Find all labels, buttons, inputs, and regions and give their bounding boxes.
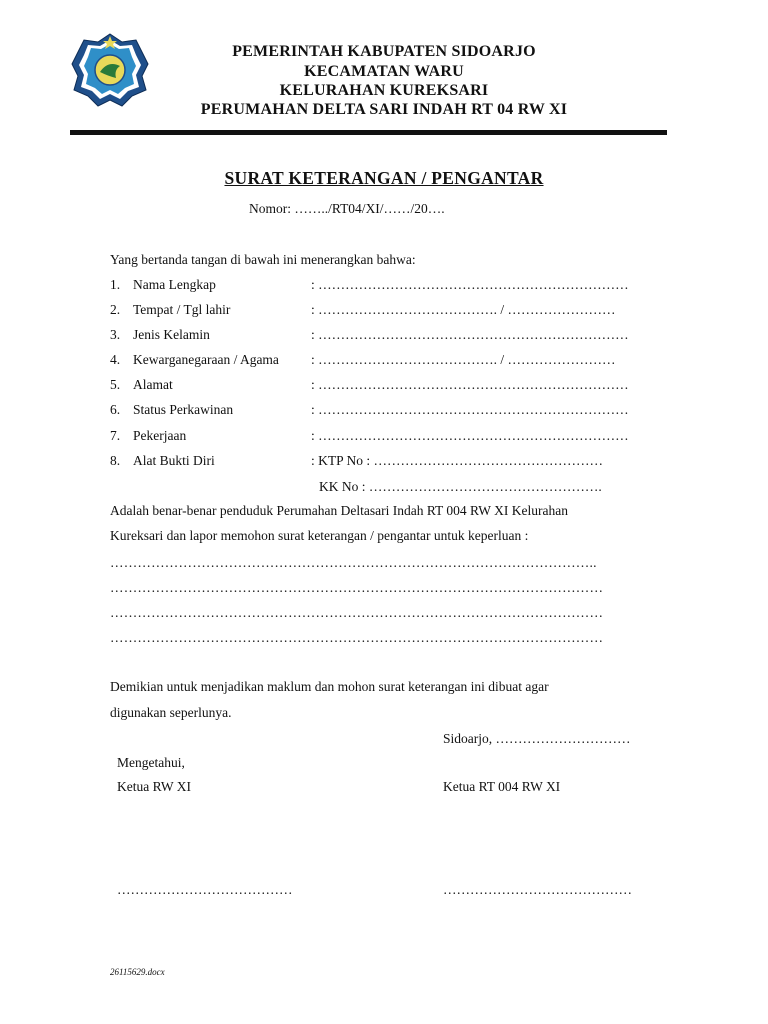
header-divider <box>70 130 667 135</box>
field-value-kk: KK No : ……………………………………………. <box>319 479 602 494</box>
field-number: 8. <box>110 453 121 468</box>
intro-text: Yang bertanda tangan di bawah ini menerangkan bahwa: <box>110 252 416 267</box>
closing-line-1: Demikian untuk menjadikan maklum dan mohon surat keterangan ini dibuat agar <box>110 679 549 694</box>
field-value-jenis-kelamin: : …………………………………………………………… <box>311 327 629 342</box>
field-label-kewarganegaraan: Kewarganegaraan / Agama <box>133 352 279 367</box>
field-value-nama: : …………………………………………………………… <box>311 277 629 292</box>
file-name-footer: 26115629.docx <box>110 967 165 977</box>
purpose-blank-line: ……………………………………………………………………………………………… <box>110 605 604 620</box>
field-label-status: Status Perkawinan <box>133 402 234 417</box>
signature-line-rt: …………………………………… <box>443 882 632 897</box>
signatory-rw: Ketua RW XI <box>117 779 191 794</box>
purpose-blank-line: …………………………………………………………………………………………….. <box>110 555 597 570</box>
field-number: 6. <box>110 402 121 417</box>
field-value-alamat: : …………………………………………………………… <box>311 377 629 392</box>
header-district: KECAMATAN WARU <box>304 63 464 80</box>
purpose-blank-line: ……………………………………………………………………………………………… <box>110 630 604 645</box>
field-value-tempat-tgl: : …………………………………. / …………………… <box>311 302 616 317</box>
field-number: 5. <box>110 377 121 392</box>
field-number: 4. <box>110 352 121 367</box>
statement-line-1: Adalah benar-benar penduduk Perumahan Deltasari Indah RT 004 RW XI Kelurahan <box>110 503 569 518</box>
signature-line-rw: ………………………………… <box>117 882 293 897</box>
document-title: SURAT KETERANGAN / PENGANTAR <box>224 168 544 188</box>
field-label-jenis-kelamin: Jenis Kelamin <box>133 327 210 342</box>
document-number: Nomor: ……../RT04/XI/……/20…. <box>249 201 445 216</box>
signatory-rt: Ketua RT 004 RW XI <box>443 779 561 794</box>
field-value-ktp: : KTP No : …………………………………………… <box>311 453 604 468</box>
field-label-tempat-tgl: Tempat / Tgl lahir <box>133 302 231 317</box>
statement-line-2: Kureksari dan lapor memohon surat keterangan / pengantar untuk keperluan : <box>110 528 529 543</box>
field-label-alamat: Alamat <box>133 377 173 392</box>
place-date: Sidoarjo, ………………………… <box>443 731 631 746</box>
field-value-status: : …………………………………………………………… <box>311 402 629 417</box>
header-housing: PERUMAHAN DELTA SARI INDAH RT 04 RW XI <box>200 101 568 118</box>
header-village: KELURAHAN KUREKSARI <box>279 82 489 99</box>
field-label-bukti-diri: Alat Bukti Diri <box>133 453 215 468</box>
field-number: 3. <box>110 327 121 342</box>
purpose-blank-line: ……………………………………………………………………………………………… <box>110 580 604 595</box>
acknowledged-label: Mengetahui, <box>117 755 185 770</box>
field-number: 1. <box>110 277 121 292</box>
field-value-pekerjaan: : …………………………………………………………… <box>311 428 629 443</box>
closing-line-2: digunakan seperlunya. <box>110 705 232 720</box>
header-regency: PEMERINTAH KABUPATEN SIDOARJO <box>232 43 536 60</box>
field-number: 7. <box>110 428 121 443</box>
field-label-nama: Nama Lengkap <box>133 277 216 292</box>
field-number: 2. <box>110 302 121 317</box>
field-value-kewarganegaraan: : …………………………………. / …………………… <box>311 352 616 367</box>
field-label-pekerjaan: Pekerjaan <box>133 428 187 443</box>
